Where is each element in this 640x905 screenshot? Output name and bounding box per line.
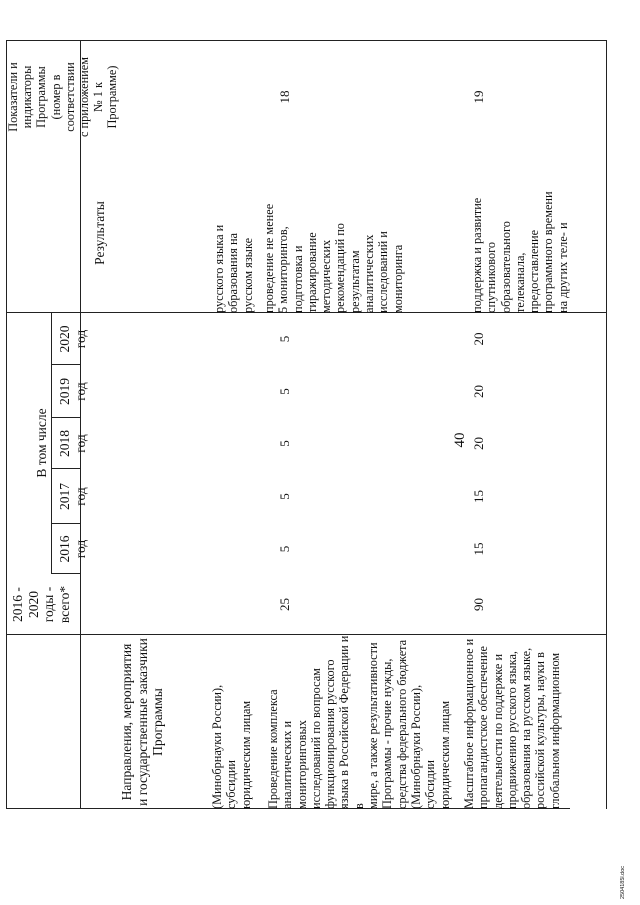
row-information-2017: 15 xyxy=(471,490,486,503)
row-information-2018: 20 xyxy=(471,437,486,450)
row-monitoring-2020: 5 xyxy=(277,335,292,343)
header-year-2019: 2019 год xyxy=(57,378,88,405)
page-number: 40 xyxy=(452,432,468,448)
row-continuation-results: русского языка и образования на русском языке xyxy=(212,224,255,313)
row-information-2019: 20 xyxy=(471,385,486,398)
row-information-2016: 15 xyxy=(471,542,486,556)
row-monitoring-direction: Проведение комплекса аналитических и мониторинговых исследований по вопросам функционирования русского языка в Российской Федерации и в мире, а также результативности Программы - прочие нужды, средства федерального бюджета (Минобрнауки России), субсидии юридическим лицам xyxy=(266,635,452,809)
header-year-2018: 2018 год xyxy=(57,430,88,457)
table-border-top xyxy=(6,40,7,809)
header-indicators: Показатели и индикаторы Программы (номер в соответствии с приложением № 1 к Программе) xyxy=(6,57,120,138)
row-monitoring-2017: 5 xyxy=(277,493,292,500)
header-year-2016: 2016 год xyxy=(57,535,88,563)
row-information-results: поддержка и развитие спутникового образовательного телеканала, предоставление программного времени на других теле- и xyxy=(470,191,570,313)
table-border-bottom xyxy=(606,40,607,809)
row-monitoring-total: 25 xyxy=(277,598,292,611)
header-results: Результаты xyxy=(92,201,107,265)
row-continuation-direction: (Минобрнауки России), субсидии юридическим лицам xyxy=(210,684,253,809)
row-information-direction: Масштабное информационное и пропагандистское обеспечение деятельности по поддержке и продвижению русского языка, образования на русском языке, российской культуры, науки в глобальном информационном xyxy=(462,638,562,809)
footer-filename: 2504185l.doc xyxy=(620,865,626,899)
row-monitoring-indicator: 18 xyxy=(277,90,292,104)
row-monitoring-2018: 5 xyxy=(277,440,292,447)
row-monitoring-2019: 5 xyxy=(277,388,292,395)
row-monitoring-results: проведение не менее 5 мониторингов, подготовка и тиражирование методических рекомендаций по результатам аналитических исследований и мониторинга xyxy=(262,203,405,313)
header-total: 2016 - 2020 годы - всего* xyxy=(10,585,72,624)
header-direction: Направления, мероприятия и государственные заказчики Программы xyxy=(119,638,165,806)
header-including: В том числе xyxy=(34,408,49,478)
header-year-2020: 2020 год xyxy=(57,325,88,353)
row-information-2020: 20 xyxy=(471,332,486,346)
row-monitoring-2016: 5 xyxy=(277,545,292,553)
row-information-indicator: 19 xyxy=(471,90,486,104)
row-information-total: 90 xyxy=(471,598,486,611)
subheader-line xyxy=(51,312,52,574)
header-year-2017: 2017 год xyxy=(57,483,88,510)
